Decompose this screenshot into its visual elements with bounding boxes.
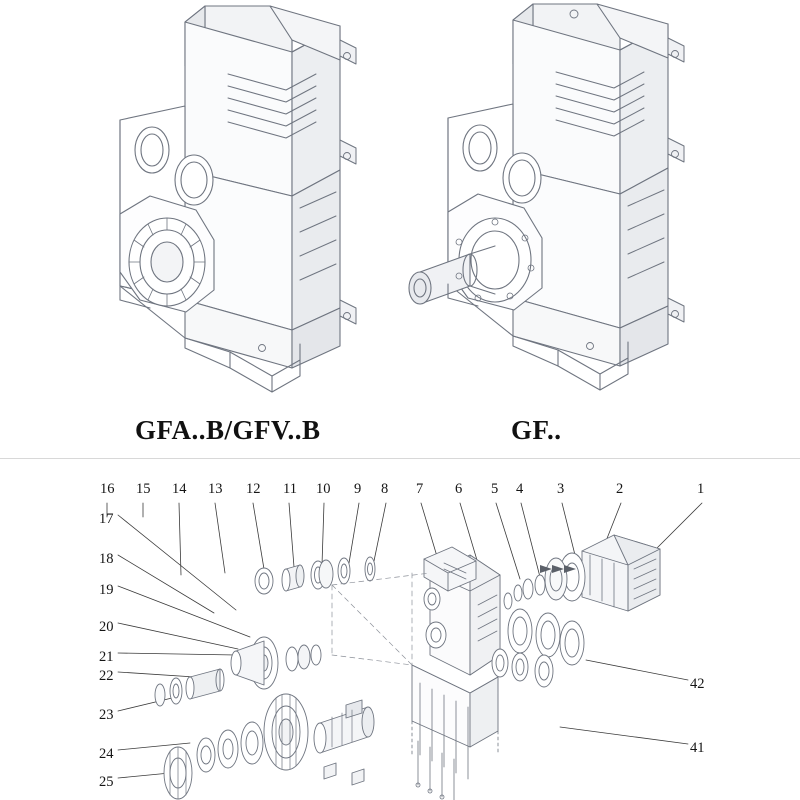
label-9: 9: [354, 481, 362, 497]
caption-gf: GF..: [511, 415, 562, 445]
label-3: 3: [557, 481, 565, 497]
label-19: 19: [99, 582, 114, 598]
label-1: 1: [697, 481, 705, 497]
assembly-arrows: [0, 455, 800, 800]
label-17: 17: [99, 511, 114, 527]
label-8: 8: [381, 481, 389, 497]
label-21: 21: [99, 649, 114, 665]
label-42: 42: [690, 676, 705, 692]
label-12: 12: [246, 481, 261, 497]
label-14: 14: [172, 481, 187, 497]
label-16: 16: [100, 481, 115, 497]
label-41: 41: [690, 740, 705, 756]
label-18: 18: [99, 551, 114, 567]
label-13: 13: [208, 481, 223, 497]
label-11: 11: [283, 481, 297, 497]
label-5: 5: [491, 481, 499, 497]
label-15: 15: [136, 481, 151, 497]
label-23: 23: [99, 707, 114, 723]
label-25: 25: [99, 774, 114, 790]
label-7: 7: [416, 481, 424, 497]
exploded-view-panel: [0, 455, 800, 800]
label-22: 22: [99, 668, 114, 684]
label-24: 24: [99, 746, 114, 762]
label-20: 20: [99, 619, 114, 635]
label-6: 6: [455, 481, 463, 497]
label-4: 4: [516, 481, 524, 497]
left-gear-unit-drawing: [120, 6, 356, 392]
label-10: 10: [316, 481, 331, 497]
right-gear-unit-drawing: [409, 4, 684, 390]
label-2: 2: [616, 481, 624, 497]
caption-gfab-gfvb: GFA..B/GFV..B: [135, 415, 321, 445]
